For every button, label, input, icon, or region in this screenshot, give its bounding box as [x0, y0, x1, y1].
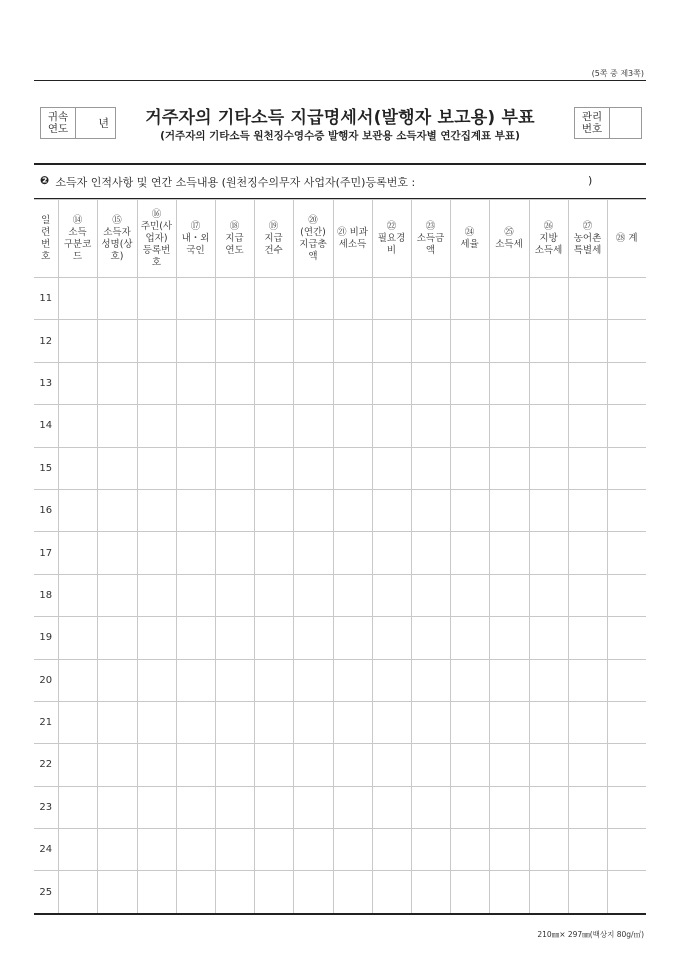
- entry-cell[interactable]: [215, 617, 254, 659]
- column-header: ㉕ 소득세: [489, 200, 529, 278]
- entry-cell[interactable]: [607, 320, 646, 362]
- row-number: 18: [34, 574, 58, 616]
- column-header: ⑮ 소득자 성명(상 호): [97, 200, 137, 278]
- entry-cell[interactable]: [607, 447, 646, 489]
- entry-cell[interactable]: [568, 278, 607, 320]
- entry-cell[interactable]: [529, 744, 568, 786]
- entry-cell[interactable]: [293, 532, 333, 574]
- column-header: ㉗ 농어촌 특별세: [568, 200, 607, 278]
- entry-cell[interactable]: [97, 489, 137, 531]
- entry-cell[interactable]: [293, 744, 333, 786]
- entry-cell[interactable]: [97, 659, 137, 701]
- entry-cell[interactable]: [58, 362, 97, 404]
- table-row: [34, 871, 646, 913]
- entry-cell[interactable]: [411, 447, 450, 489]
- entry-cell[interactable]: [254, 278, 293, 320]
- entry-cell[interactable]: [529, 320, 568, 362]
- column-header: ㉘ 계: [607, 200, 646, 278]
- entry-cell[interactable]: [176, 405, 215, 447]
- table-row: [34, 701, 646, 743]
- entry-cell[interactable]: [333, 447, 372, 489]
- entry-cell[interactable]: [97, 744, 137, 786]
- entry-cell[interactable]: [293, 320, 333, 362]
- entry-cell[interactable]: [215, 871, 254, 913]
- entry-cell[interactable]: [176, 278, 215, 320]
- entry-cell[interactable]: [293, 871, 333, 913]
- entry-cell[interactable]: [215, 362, 254, 404]
- entry-cell[interactable]: [137, 871, 176, 913]
- entry-cell[interactable]: [568, 744, 607, 786]
- entry-cell[interactable]: [372, 659, 411, 701]
- entry-cell[interactable]: [254, 659, 293, 701]
- entry-cell[interactable]: [568, 829, 607, 871]
- entry-cell[interactable]: [333, 744, 372, 786]
- entry-cell[interactable]: [137, 659, 176, 701]
- entry-cell[interactable]: [372, 786, 411, 828]
- entry-cell[interactable]: [254, 701, 293, 743]
- entry-cell[interactable]: [489, 701, 529, 743]
- entry-cell[interactable]: [372, 320, 411, 362]
- entry-cell[interactable]: [293, 278, 333, 320]
- entry-cell[interactable]: [411, 617, 450, 659]
- entry-cell[interactable]: [489, 617, 529, 659]
- row-number: 21: [34, 701, 58, 743]
- entry-cell[interactable]: [97, 786, 137, 828]
- attribution-year-label: 귀속 연도: [41, 108, 76, 138]
- entry-cell[interactable]: [215, 786, 254, 828]
- column-header: ㉓ 소득금 액: [411, 200, 450, 278]
- entry-cell[interactable]: [215, 744, 254, 786]
- entry-cell[interactable]: [333, 701, 372, 743]
- entry-cell[interactable]: [137, 701, 176, 743]
- entry-cell[interactable]: [254, 362, 293, 404]
- entry-cell[interactable]: [607, 786, 646, 828]
- management-number-box: [574, 107, 642, 139]
- entry-cell[interactable]: [254, 786, 293, 828]
- entry-cell[interactable]: [450, 320, 489, 362]
- entry-cell[interactable]: [293, 405, 333, 447]
- entry-cell[interactable]: [411, 829, 450, 871]
- entry-cell[interactable]: [489, 659, 529, 701]
- entry-cell[interactable]: [97, 617, 137, 659]
- row-number: 16: [34, 489, 58, 531]
- entry-cell[interactable]: [372, 278, 411, 320]
- entry-cell[interactable]: [372, 447, 411, 489]
- table-row: [34, 532, 646, 574]
- entry-cell[interactable]: [489, 320, 529, 362]
- entry-cell[interactable]: [176, 786, 215, 828]
- entry-cell[interactable]: [529, 278, 568, 320]
- entry-cell[interactable]: [293, 786, 333, 828]
- entry-cell[interactable]: [568, 659, 607, 701]
- column-header: ㉒ 필요경 비: [372, 200, 411, 278]
- entry-cell[interactable]: [607, 405, 646, 447]
- entry-cell[interactable]: [97, 532, 137, 574]
- row-number: 13: [34, 362, 58, 404]
- entry-cell[interactable]: [372, 829, 411, 871]
- entry-cell[interactable]: [529, 871, 568, 913]
- table-row: [34, 362, 646, 404]
- table-row: [34, 320, 646, 362]
- entry-cell[interactable]: [411, 489, 450, 531]
- column-header: ⑲ 지급 건수: [254, 200, 293, 278]
- table-row: [34, 405, 646, 447]
- entry-cell[interactable]: [411, 405, 450, 447]
- row-number: 11: [34, 278, 58, 320]
- row-number: 12: [34, 320, 58, 362]
- entry-cell[interactable]: [529, 405, 568, 447]
- column-header: ⑭ 소득 구분코 드: [58, 200, 97, 278]
- entry-cell[interactable]: [489, 405, 529, 447]
- table-row: [34, 659, 646, 701]
- entry-cell[interactable]: [450, 617, 489, 659]
- row-number: 14: [34, 405, 58, 447]
- entry-cell[interactable]: [97, 447, 137, 489]
- column-header: ⑰ 내・외 국인: [176, 200, 215, 278]
- entry-cell[interactable]: [489, 532, 529, 574]
- entry-cell[interactable]: [450, 786, 489, 828]
- entry-cell[interactable]: [97, 362, 137, 404]
- entry-cell[interactable]: [137, 489, 176, 531]
- section-close-paren: ): [588, 174, 593, 187]
- row-number: 17: [34, 532, 58, 574]
- entry-cell[interactable]: [568, 786, 607, 828]
- entry-cell[interactable]: [293, 617, 333, 659]
- entry-cell[interactable]: [450, 744, 489, 786]
- entry-cell[interactable]: [411, 278, 450, 320]
- entry-cell[interactable]: [58, 786, 97, 828]
- table-header-row: [34, 200, 646, 278]
- entry-cell[interactable]: [607, 574, 646, 616]
- row-number: 20: [34, 659, 58, 701]
- entry-cell[interactable]: [58, 574, 97, 616]
- entry-cell[interactable]: [568, 405, 607, 447]
- entry-cell[interactable]: [176, 489, 215, 531]
- entry-cell[interactable]: [607, 278, 646, 320]
- entry-cell[interactable]: [215, 447, 254, 489]
- entry-cell[interactable]: [489, 871, 529, 913]
- entry-cell[interactable]: [176, 574, 215, 616]
- entry-cell[interactable]: [215, 574, 254, 616]
- entry-cell[interactable]: [372, 489, 411, 531]
- entry-cell[interactable]: [97, 871, 137, 913]
- entry-cell[interactable]: [529, 574, 568, 616]
- entry-cell[interactable]: [333, 405, 372, 447]
- bottom-table-rule: [34, 913, 646, 915]
- entry-cell[interactable]: [293, 659, 333, 701]
- entry-cell[interactable]: [254, 829, 293, 871]
- form-subtitle: (거주자의 기타소득 원천징수영수증 발행자 보관용 소득자별 연간집계표 부표): [160, 130, 520, 142]
- entry-cell[interactable]: [97, 278, 137, 320]
- entry-cell[interactable]: [97, 320, 137, 362]
- entry-cell[interactable]: [137, 532, 176, 574]
- section-title: 소득자 인적사항 및 연간 소득내용 (원천징수의무자 사업자(주민)등록번호 :: [55, 176, 416, 189]
- top-rule: [34, 80, 646, 81]
- entry-cell[interactable]: [529, 447, 568, 489]
- entry-cell[interactable]: [176, 829, 215, 871]
- entry-cell[interactable]: [607, 532, 646, 574]
- table-row: [34, 278, 646, 320]
- entry-cell[interactable]: [215, 532, 254, 574]
- entry-cell[interactable]: [489, 744, 529, 786]
- entry-cell[interactable]: [333, 574, 372, 616]
- entry-cell[interactable]: [372, 574, 411, 616]
- entry-cell[interactable]: [254, 447, 293, 489]
- column-header: ⑳ (연간) 지급총 액: [293, 200, 333, 278]
- entry-cell[interactable]: [607, 489, 646, 531]
- entry-cell[interactable]: [568, 489, 607, 531]
- entry-cell[interactable]: [333, 617, 372, 659]
- entry-cell[interactable]: [58, 532, 97, 574]
- entry-cell[interactable]: [489, 574, 529, 616]
- entry-cell[interactable]: [372, 532, 411, 574]
- entry-cell[interactable]: [489, 362, 529, 404]
- section-bullet: ❷: [40, 174, 50, 187]
- entry-cell[interactable]: [411, 532, 450, 574]
- table-row: [34, 489, 646, 531]
- entry-cell[interactable]: [215, 489, 254, 531]
- entry-cell[interactable]: [411, 701, 450, 743]
- entry-cell[interactable]: [411, 786, 450, 828]
- page-indicator: (5쪽 중 제3쪽): [591, 69, 644, 78]
- entry-cell[interactable]: [450, 405, 489, 447]
- entry-cell[interactable]: [411, 871, 450, 913]
- entry-cell[interactable]: [411, 574, 450, 616]
- management-number-label: 관리 번호: [575, 108, 610, 138]
- entry-cell[interactable]: [333, 320, 372, 362]
- entry-cell[interactable]: [529, 659, 568, 701]
- entry-cell[interactable]: [568, 701, 607, 743]
- row-number: 22: [34, 744, 58, 786]
- entry-cell[interactable]: [489, 489, 529, 531]
- entry-cell[interactable]: [529, 489, 568, 531]
- entry-cell[interactable]: [607, 362, 646, 404]
- entry-cell[interactable]: [176, 701, 215, 743]
- paper-spec: 210㎜× 297㎜(백상지 80g/㎡): [537, 930, 644, 939]
- entry-cell[interactable]: [176, 532, 215, 574]
- entry-cell[interactable]: [333, 532, 372, 574]
- table-row: [34, 744, 646, 786]
- entry-cell[interactable]: [137, 362, 176, 404]
- entry-cell[interactable]: [607, 829, 646, 871]
- entry-cell[interactable]: [254, 871, 293, 913]
- table-row: [34, 574, 646, 616]
- entry-cell[interactable]: [254, 574, 293, 616]
- column-header: ㉑ 비과 세소득: [333, 200, 372, 278]
- entry-cell[interactable]: [293, 447, 333, 489]
- entry-cell[interactable]: [58, 617, 97, 659]
- entry-cell[interactable]: [293, 829, 333, 871]
- entry-cell[interactable]: [254, 405, 293, 447]
- income-table: [34, 199, 646, 913]
- column-header: ⑱ 지급 연도: [215, 200, 254, 278]
- entry-cell[interactable]: [215, 405, 254, 447]
- entry-cell[interactable]: [137, 320, 176, 362]
- entry-cell[interactable]: [254, 744, 293, 786]
- table-row: [34, 786, 646, 828]
- entry-cell[interactable]: [137, 405, 176, 447]
- table-row: [34, 829, 646, 871]
- entry-cell[interactable]: [333, 278, 372, 320]
- table-row: [34, 447, 646, 489]
- entry-cell[interactable]: [568, 320, 607, 362]
- entry-cell[interactable]: [58, 320, 97, 362]
- entry-cell[interactable]: [254, 617, 293, 659]
- column-header: ㉖ 지방 소득세: [529, 200, 568, 278]
- entry-cell[interactable]: [607, 617, 646, 659]
- row-number: 15: [34, 447, 58, 489]
- entry-cell[interactable]: [450, 278, 489, 320]
- entry-cell[interactable]: [411, 744, 450, 786]
- entry-cell[interactable]: [568, 447, 607, 489]
- entry-cell[interactable]: [176, 447, 215, 489]
- form-title: 거주자의 기타소득 지급명세서(발행자 보고용) 부표: [145, 108, 535, 128]
- row-number: 23: [34, 786, 58, 828]
- entry-cell[interactable]: [137, 829, 176, 871]
- entry-cell[interactable]: [529, 701, 568, 743]
- entry-cell[interactable]: [450, 871, 489, 913]
- entry-cell[interactable]: [529, 362, 568, 404]
- entry-cell[interactable]: [137, 447, 176, 489]
- entry-cell[interactable]: [372, 744, 411, 786]
- entry-cell[interactable]: [450, 362, 489, 404]
- entry-cell[interactable]: [333, 786, 372, 828]
- entry-cell[interactable]: [372, 871, 411, 913]
- entry-cell[interactable]: [97, 405, 137, 447]
- row-number: 25: [34, 871, 58, 913]
- entry-cell[interactable]: [176, 362, 215, 404]
- entry-cell[interactable]: [137, 744, 176, 786]
- entry-cell[interactable]: [97, 574, 137, 616]
- entry-cell[interactable]: [254, 532, 293, 574]
- entry-cell[interactable]: [607, 659, 646, 701]
- column-header: ⑯ 주민(사 업자) 등록번 호: [137, 200, 176, 278]
- entry-cell[interactable]: [568, 532, 607, 574]
- entry-cell[interactable]: [58, 447, 97, 489]
- column-header: 일 련 번 호: [34, 200, 58, 278]
- entry-cell[interactable]: [607, 701, 646, 743]
- entry-cell[interactable]: [372, 617, 411, 659]
- entry-cell[interactable]: [450, 829, 489, 871]
- management-number-field[interactable]: [610, 108, 641, 138]
- entry-cell[interactable]: [254, 320, 293, 362]
- entry-cell[interactable]: [137, 278, 176, 320]
- entry-cell[interactable]: [333, 659, 372, 701]
- column-header: ㉔ 세율: [450, 200, 489, 278]
- entry-cell[interactable]: [411, 659, 450, 701]
- entry-cell[interactable]: [450, 701, 489, 743]
- entry-cell[interactable]: [450, 532, 489, 574]
- entry-cell[interactable]: [137, 574, 176, 616]
- entry-cell[interactable]: [58, 405, 97, 447]
- row-number: 19: [34, 617, 58, 659]
- entry-cell[interactable]: [215, 278, 254, 320]
- entry-cell[interactable]: [489, 447, 529, 489]
- entry-cell[interactable]: [215, 701, 254, 743]
- entry-cell[interactable]: [568, 871, 607, 913]
- entry-cell[interactable]: [529, 617, 568, 659]
- entry-cell[interactable]: [176, 659, 215, 701]
- entry-cell[interactable]: [293, 489, 333, 531]
- entry-cell[interactable]: [215, 829, 254, 871]
- top-table-rule: [34, 198, 646, 199]
- entry-cell[interactable]: [176, 320, 215, 362]
- entry-cell[interactable]: [58, 659, 97, 701]
- entry-cell[interactable]: [137, 786, 176, 828]
- entry-cell[interactable]: [372, 701, 411, 743]
- entry-cell[interactable]: [333, 362, 372, 404]
- entry-cell[interactable]: [333, 489, 372, 531]
- entry-cell[interactable]: [607, 871, 646, 913]
- entry-cell[interactable]: [97, 829, 137, 871]
- header-rule: [34, 163, 646, 165]
- table-body: [34, 278, 646, 913]
- entry-cell[interactable]: [58, 278, 97, 320]
- entry-cell[interactable]: [176, 744, 215, 786]
- entry-cell[interactable]: [293, 362, 333, 404]
- entry-cell[interactable]: [58, 829, 97, 871]
- table-row: [34, 617, 646, 659]
- entry-cell[interactable]: [58, 489, 97, 531]
- entry-cell[interactable]: [215, 659, 254, 701]
- entry-cell[interactable]: [568, 362, 607, 404]
- entry-cell[interactable]: [607, 744, 646, 786]
- entry-cell[interactable]: [215, 320, 254, 362]
- entry-cell[interactable]: [176, 871, 215, 913]
- entry-cell[interactable]: [293, 701, 333, 743]
- entry-cell[interactable]: [372, 405, 411, 447]
- entry-cell[interactable]: [372, 362, 411, 404]
- entry-cell[interactable]: [58, 701, 97, 743]
- entry-cell[interactable]: [529, 829, 568, 871]
- section-heading: [40, 174, 640, 190]
- entry-cell[interactable]: [529, 786, 568, 828]
- entry-cell[interactable]: [333, 871, 372, 913]
- entry-cell[interactable]: [450, 659, 489, 701]
- entry-cell[interactable]: [489, 829, 529, 871]
- entry-cell[interactable]: [529, 532, 568, 574]
- entry-cell[interactable]: [293, 574, 333, 616]
- row-number: 24: [34, 829, 58, 871]
- entry-cell[interactable]: [97, 701, 137, 743]
- entry-cell[interactable]: [568, 574, 607, 616]
- entry-cell[interactable]: [450, 574, 489, 616]
- entry-cell[interactable]: [411, 320, 450, 362]
- attribution-year-field[interactable]: 년: [98, 117, 109, 130]
- entry-cell[interactable]: [176, 617, 215, 659]
- entry-cell[interactable]: [450, 447, 489, 489]
- entry-cell[interactable]: [58, 744, 97, 786]
- entry-cell[interactable]: [58, 871, 97, 913]
- entry-cell[interactable]: [568, 617, 607, 659]
- entry-cell[interactable]: [137, 617, 176, 659]
- entry-cell[interactable]: [411, 362, 450, 404]
- entry-cell[interactable]: [333, 829, 372, 871]
- entry-cell[interactable]: [489, 786, 529, 828]
- entry-cell[interactable]: [450, 489, 489, 531]
- entry-cell[interactable]: [489, 278, 529, 320]
- entry-cell[interactable]: [254, 489, 293, 531]
